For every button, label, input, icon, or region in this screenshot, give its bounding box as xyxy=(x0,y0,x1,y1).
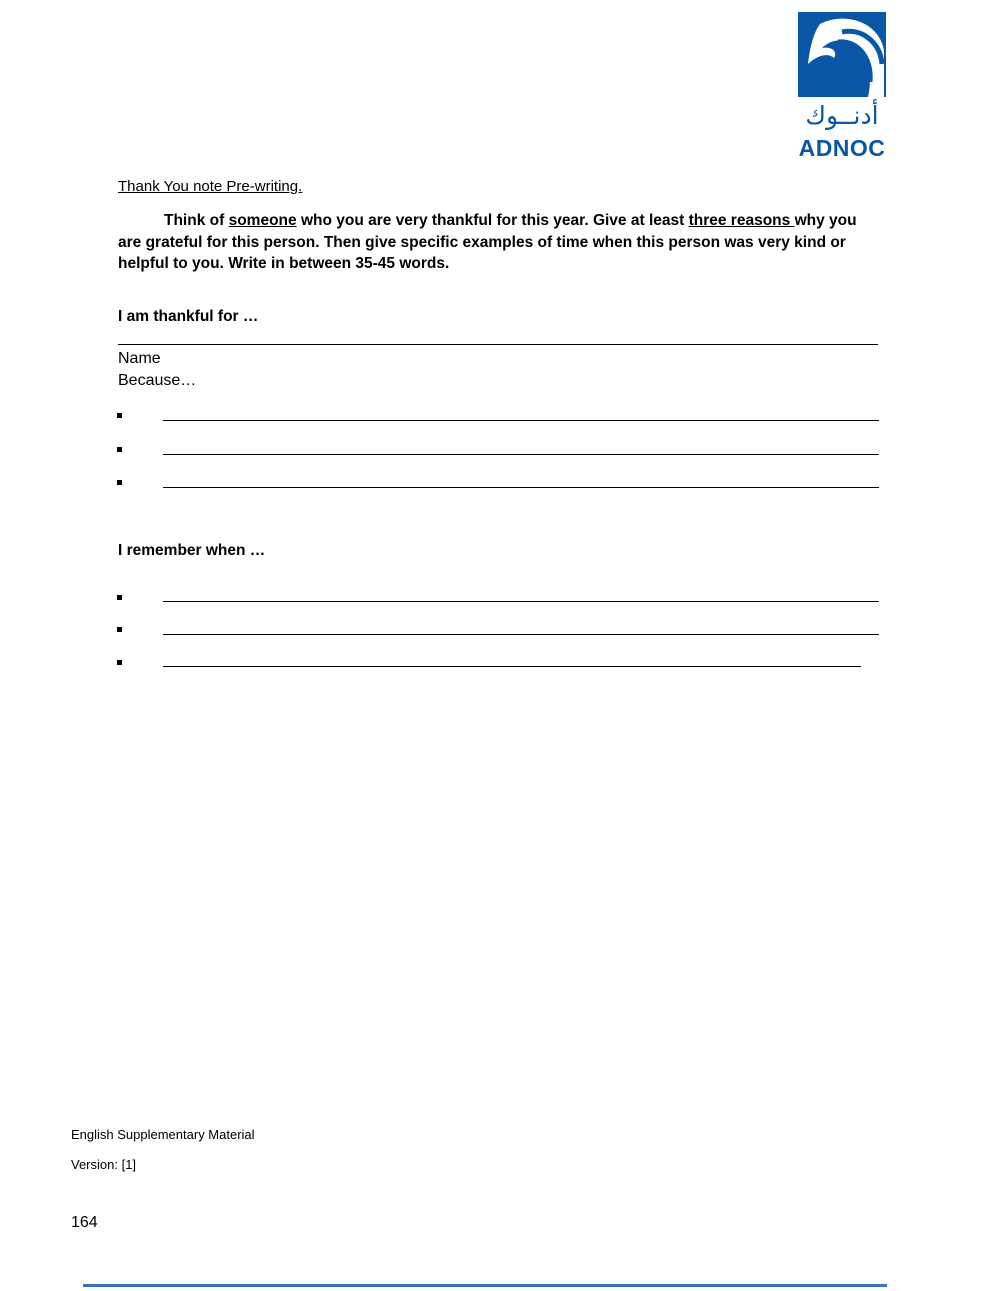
memory-answer-line-2[interactable] xyxy=(163,634,879,635)
instructions-part-3: why you are grateful for this person. Then give specific examples of time when this person was very kind or helpful to you. Write in between 35-45 words. xyxy=(118,212,857,272)
footer-divider xyxy=(83,1284,887,1287)
page-subtitle: Thank You note Pre-writing. xyxy=(118,178,303,195)
instructions-underline-three-reasons: three reasons xyxy=(688,212,795,229)
instructions-part-1: Think of xyxy=(164,212,229,229)
bullet-marker xyxy=(117,627,122,632)
name-label: Name xyxy=(118,350,161,367)
page-number: 164 xyxy=(71,1214,98,1231)
reason-answer-line-1[interactable] xyxy=(163,420,879,421)
reason-answer-line-3[interactable] xyxy=(163,487,879,488)
because-label: Because… xyxy=(118,372,197,389)
thankful-heading: I am thankful for … xyxy=(118,308,259,325)
remember-heading: I remember when … xyxy=(118,542,266,559)
bullet-marker xyxy=(117,660,122,665)
instructions-paragraph xyxy=(118,210,878,275)
logo-latin-text: ADNOC xyxy=(798,135,886,161)
footer-material: English Supplementary Material xyxy=(71,1127,255,1142)
memory-answer-line-1[interactable] xyxy=(163,601,879,602)
bullet-marker xyxy=(117,480,122,485)
bullet-marker xyxy=(117,413,122,418)
memory-answer-line-3[interactable] xyxy=(163,666,861,667)
reason-answer-line-2[interactable] xyxy=(163,454,879,455)
name-answer-line[interactable] xyxy=(118,344,878,345)
footer-version: Version: [1] xyxy=(71,1157,137,1172)
bullet-marker xyxy=(117,447,122,452)
logo-arabic-text: أدنــوك xyxy=(805,101,879,130)
falcon-head-icon xyxy=(798,12,886,97)
instructions-underline-someone: someone xyxy=(228,212,297,229)
adnoc-logo xyxy=(798,12,888,161)
bullet-marker xyxy=(117,595,122,600)
instructions-part-2: who you are very thankful for this year. Give at least xyxy=(296,212,689,229)
